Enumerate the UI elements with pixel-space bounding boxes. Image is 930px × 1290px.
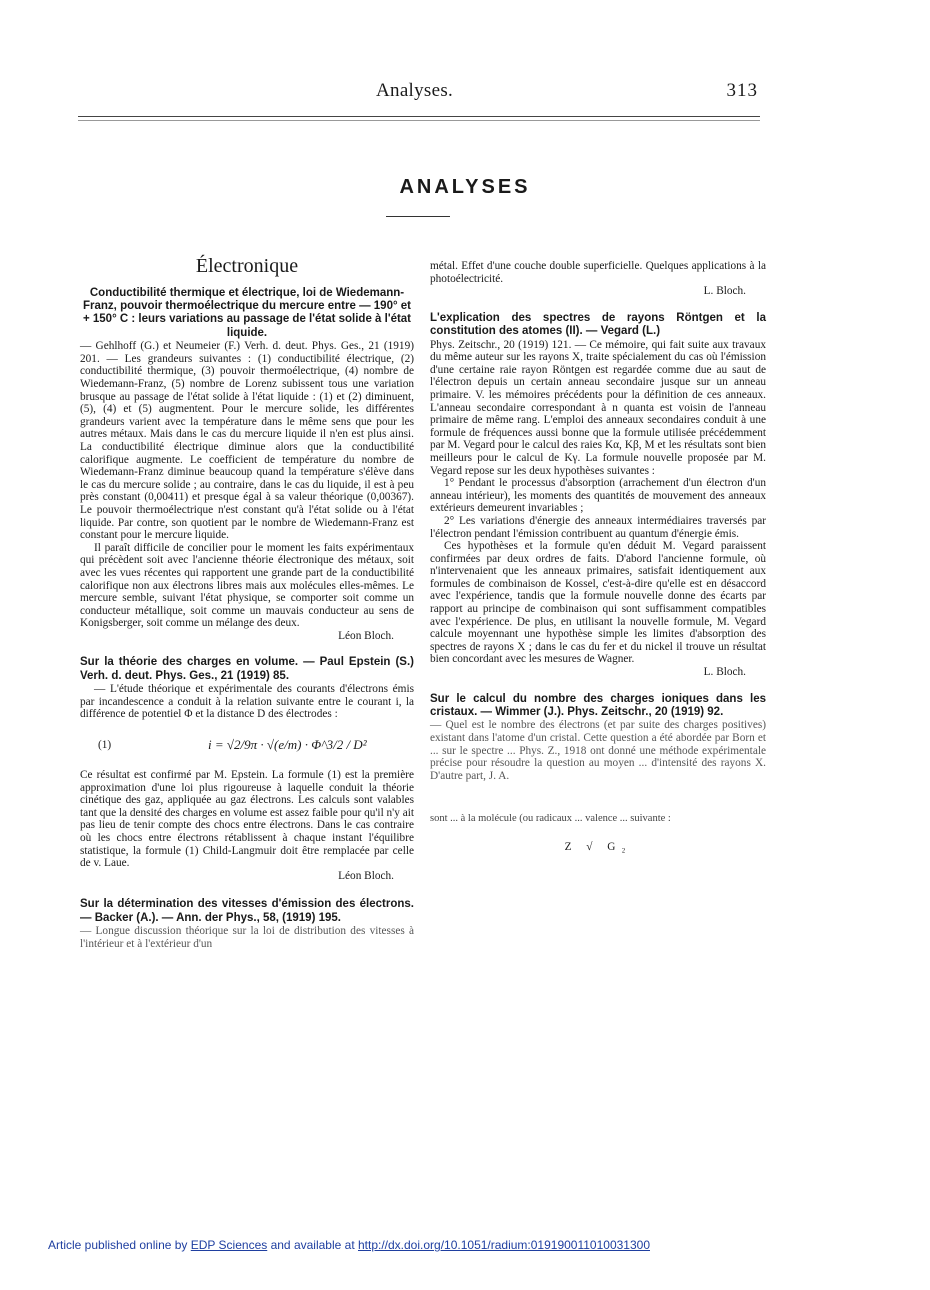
- publication-footer: [48, 1238, 650, 1252]
- header-rule: [78, 116, 760, 117]
- article-body: — Gehlhoff (G.) et Neumeier (F.) Verh. d. deut. Phys. Ges., 21 (1919) 201. — Les grandeurs suivantes : (1) conductibilité électrique, (2) conductibilité thermique, (3) pouvoir thermoélectrique, (4) nombre de Wiedemann-Franz, (5) nombre de Lorenz subissent tous une variation brusque au passage de l'état solide à l'état liquide : (1) et (2) diminuent, (5), (4) et (5) augmentent. Pour le mercure solide, les différentes grandeurs varient avec la température dans le même sens que pour les autres métaux. Mais dans le cas du mercure liquide il n'en est plus ainsi. La conductibilité électrique diminue alors que la conductibilité calorifique augmente. Le coefficient de température du nombre de Wiedemann-Franz diminue beaucoup quand la température s'élève dans le cas du mercure solide ; au contraire, dans le cas du liquide, il est à peu près constant (0,00411) et presque égal à sa valeur théorique (0,00367). Le pouvoir thermoélectrique n'est constant qu'à l'état solide ou à l'état liquide. Par contre, son quotient par le nombre de Wiedemann-Franz est constant pour le mercure liquide.: [80, 340, 414, 542]
- footer-middle: and available at: [267, 1238, 358, 1252]
- page-number: 313: [726, 80, 758, 101]
- article-title: Sur la détermination des vitesses d'émission des électrons. — Backer (A.). — Ann. der Phys., 58, (1919) 195.: [80, 898, 414, 924]
- article-body: — L'étude théorique et expérimentale des courants d'électrons émis par incandescence a conduit à la relation suivante entre le courant i, la différence de potentiel Φ et la distance D des électrodes :: [80, 683, 414, 721]
- doi-link[interactable]: http://dx.doi.org/10.1051/radium:019190011010031300: [357, 1238, 650, 1252]
- formula-number: (1): [98, 738, 112, 751]
- left-column: [80, 256, 414, 950]
- main-title: ANALYSES: [399, 176, 531, 198]
- header-rule-secondary: [78, 120, 760, 121]
- running-title: Analyses.: [376, 80, 454, 101]
- blank-gap: [430, 782, 766, 812]
- faded-text-fragment: sont ... à la molécule (ou radicaux ... valence ... suivante :: [430, 813, 671, 825]
- formula-block: [80, 731, 414, 759]
- article-signature: Léon Bloch.: [338, 869, 394, 882]
- page-header: [78, 80, 760, 120]
- article-paragraph: Ce résultat est confirmé par M. Epstein. La formule (1) est la première approximation d'une loi plus rigoureuse à laquelle conduit la théorie cinétique des gaz, appliquée au gaz électrons. Les calculs sont valables tant que la densité des charges en volume est assez faible pour qu'il n'y ait pas lieu de tenir compte des chocs entre électrons. Dans le cas contraire où les chocs entre électrons rétablissent à chaque instant l'équilibre statistique, la formule (1) Child-Langmuir doit être remplacée par celle de v. Laue.: [80, 769, 414, 870]
- article-title: Sur la théorie des charges en volume. — Paul Epstein (S.) Verh. d. deut. Phys. Ges., 21 (1919) 85.: [80, 656, 414, 682]
- publisher-link[interactable]: EDP Sciences: [190, 1238, 268, 1252]
- article-body: Phys. Zeitschr., 20 (1919) 121. — Ce mémoire, qui fait suite aux travaux du même auteur sur les rayons X, traite spécialement du cas où l'émission d'une certaine raie rayon Röntgen est regardée comme due au saut de l'électron depuis un certain anneau secondaire jusque sur un anneau primaire. V. les mémoires précédents pour la définition de ces anneaux. L'anneau secondaire correspondant à n quanta est voisin de l'anneau primaire de même rang. L'emploi des anneaux secondaires conduit à une formule de fréquences aussi bonne que la formule utilisée précédemment par M. Vegard pour le calcul des raies Kα, Kβ, M et les résultats sont bien meilleurs pour le calcul de Kγ. La formule nouvelle proposée par M. Vegard repose sur les deux hypothèses suivantes :: [430, 338, 766, 477]
- article-body: — Quel est le nombre des électrons (et par suite des charges positives) existant dans l'atome d'un cristal. Cette question a été abordée par Born et ... sur le spectre ... Phys. Z., 1918 ont donné une méthode expérimentale précise pour résoudre la question au moyen ... d'intensité des rayons X. D'autre part, J. A.: [430, 719, 766, 782]
- article-paragraph: Il paraît difficile de concilier pour le moment les faits expérimentaux qui précèdent soit avec l'ancienne théorie électronique des métaux, soit avec les vues récentes qui rapportent une grande part de la conductibilité calorifique non aux électrons libres mais aux molécules elles-mêmes. Le mercure semble, suivant l'état physique, se comporter soit comme un conducteur métallique, soit comme un mauvais conducteur au sens de Konigsberger, soit comme un mélange des deux.: [80, 541, 414, 630]
- continuation-signature: L. Bloch.: [703, 285, 746, 298]
- formula-fragment: Z √ G₂: [564, 841, 632, 854]
- right-column: [430, 260, 766, 854]
- article-signature: L. Bloch.: [703, 666, 746, 679]
- article-signature: Léon Bloch.: [338, 629, 394, 642]
- article-paragraph: Ces hypothèses et la formule qu'en déduit M. Vegard paraissent confirmées par deux ordres de faits. D'abord l'ancienne formule, où n'intervenaient que les anneaux primaires, satisfait identiquement aux formules de combinaison de Kossel, c'est-à-dire qu'elle est en désaccord avec l'expérience, tandis que la formule nouvelle donne des écarts par rapport au principe de combinaison qui sont suffisamment compatibles avec l'expérience. De plus, en utilisant la nouvelle formule, M. Vegard calcule moyennant une hypothèse simple les limites d'absorption des spectres de rayons X ; dans le cas du fer et du nickel il trouve un résultat bien concordant avec les mesures de Wagner.: [430, 540, 766, 666]
- continuation-text: métal. Effet d'une couche double superficielle. Quelques applications à la photoélectricité.: [430, 260, 766, 285]
- article-title: L'explication des spectres de rayons Röntgen et la constitution des atomes (II). — Vegard (L.): [430, 311, 766, 338]
- article-list-item: 2° Les variations d'énergie des anneaux intermédiaires traversés par l'électron pendant l'émission contribuent au quantum d'énergie émis.: [430, 514, 766, 540]
- article-body: — Longue discussion théorique sur la loi de distribution des vitesses à l'intérieur et à l'extérieur d'un: [80, 925, 414, 950]
- section-heading: Électronique: [195, 255, 299, 277]
- article-title: Conductibilité thermique et électrique, loi de Wiedemann-Franz, pouvoir thermoélectrique du mercure entre — 190° et + 150° C : leurs variations au passage de l'état solide à l'état liquide.: [82, 286, 412, 339]
- title-underline: [386, 216, 450, 217]
- footer-prefix: Article published online by: [48, 1238, 191, 1252]
- formula: i = √2/9π · √(e/m) · Φ^3/2 / D²: [208, 736, 367, 752]
- article-title: Sur le calcul du nombre des charges ioniques dans les cristaux. — Wimmer (J.). Phys. Zeitschr., 20 (1919) 92.: [430, 692, 766, 719]
- article-list-item: 1° Pendant le processus d'absorption (arrachement d'un électron d'un anneau intérieur), les moments des quantités de mouvement des anneaux extérieurs demeurent invariables ;: [430, 477, 766, 515]
